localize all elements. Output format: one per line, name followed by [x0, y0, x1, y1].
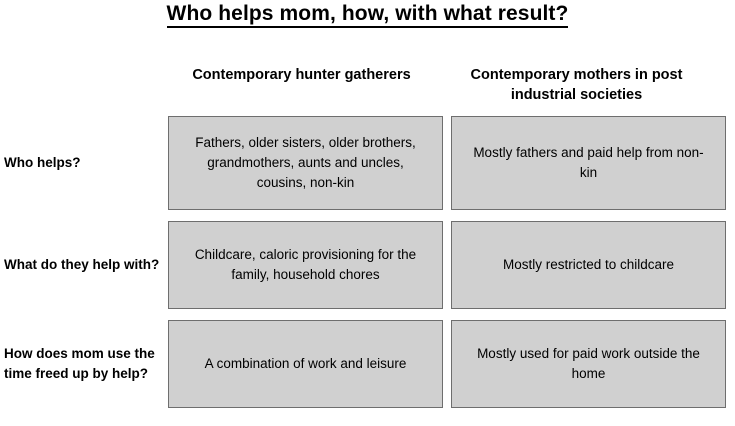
column-header-label: Contemporary hunter gatherers	[192, 67, 411, 83]
column-header-label: Contemporary mothers in post industrial societies	[470, 67, 683, 103]
table-cell: Childcare, caloric provisioning for the family, household chores	[168, 221, 443, 309]
table-row	[0, 320, 735, 408]
table-cell: A combination of work and leisure	[168, 320, 443, 408]
table-cell: Mostly fathers and paid help from non-kin	[451, 116, 726, 210]
column-header-post-industrial	[443, 58, 718, 105]
table-cell: Mostly used for paid work outside the home	[451, 320, 726, 408]
row-label-time-freed-up: How does mom use the time freed up by help?	[4, 346, 155, 381]
row-label-what-help-with: What do they help with?	[4, 257, 160, 273]
column-header-hunter-gatherers	[168, 58, 443, 86]
table-cell: Mostly restricted to childcare	[451, 221, 726, 309]
table-row	[0, 221, 735, 309]
page-title	[0, 2, 735, 26]
page-title-text: Who helps mom, how, with what result?	[167, 2, 569, 28]
table-header-row	[0, 58, 735, 116]
row-label-who-helps: Who helps?	[4, 155, 81, 171]
comparison-table	[0, 58, 735, 419]
table-row	[0, 116, 735, 210]
table-cell: Fathers, older sisters, older brothers, grandmothers, aunts and uncles, cousins, non-kin	[168, 116, 443, 210]
